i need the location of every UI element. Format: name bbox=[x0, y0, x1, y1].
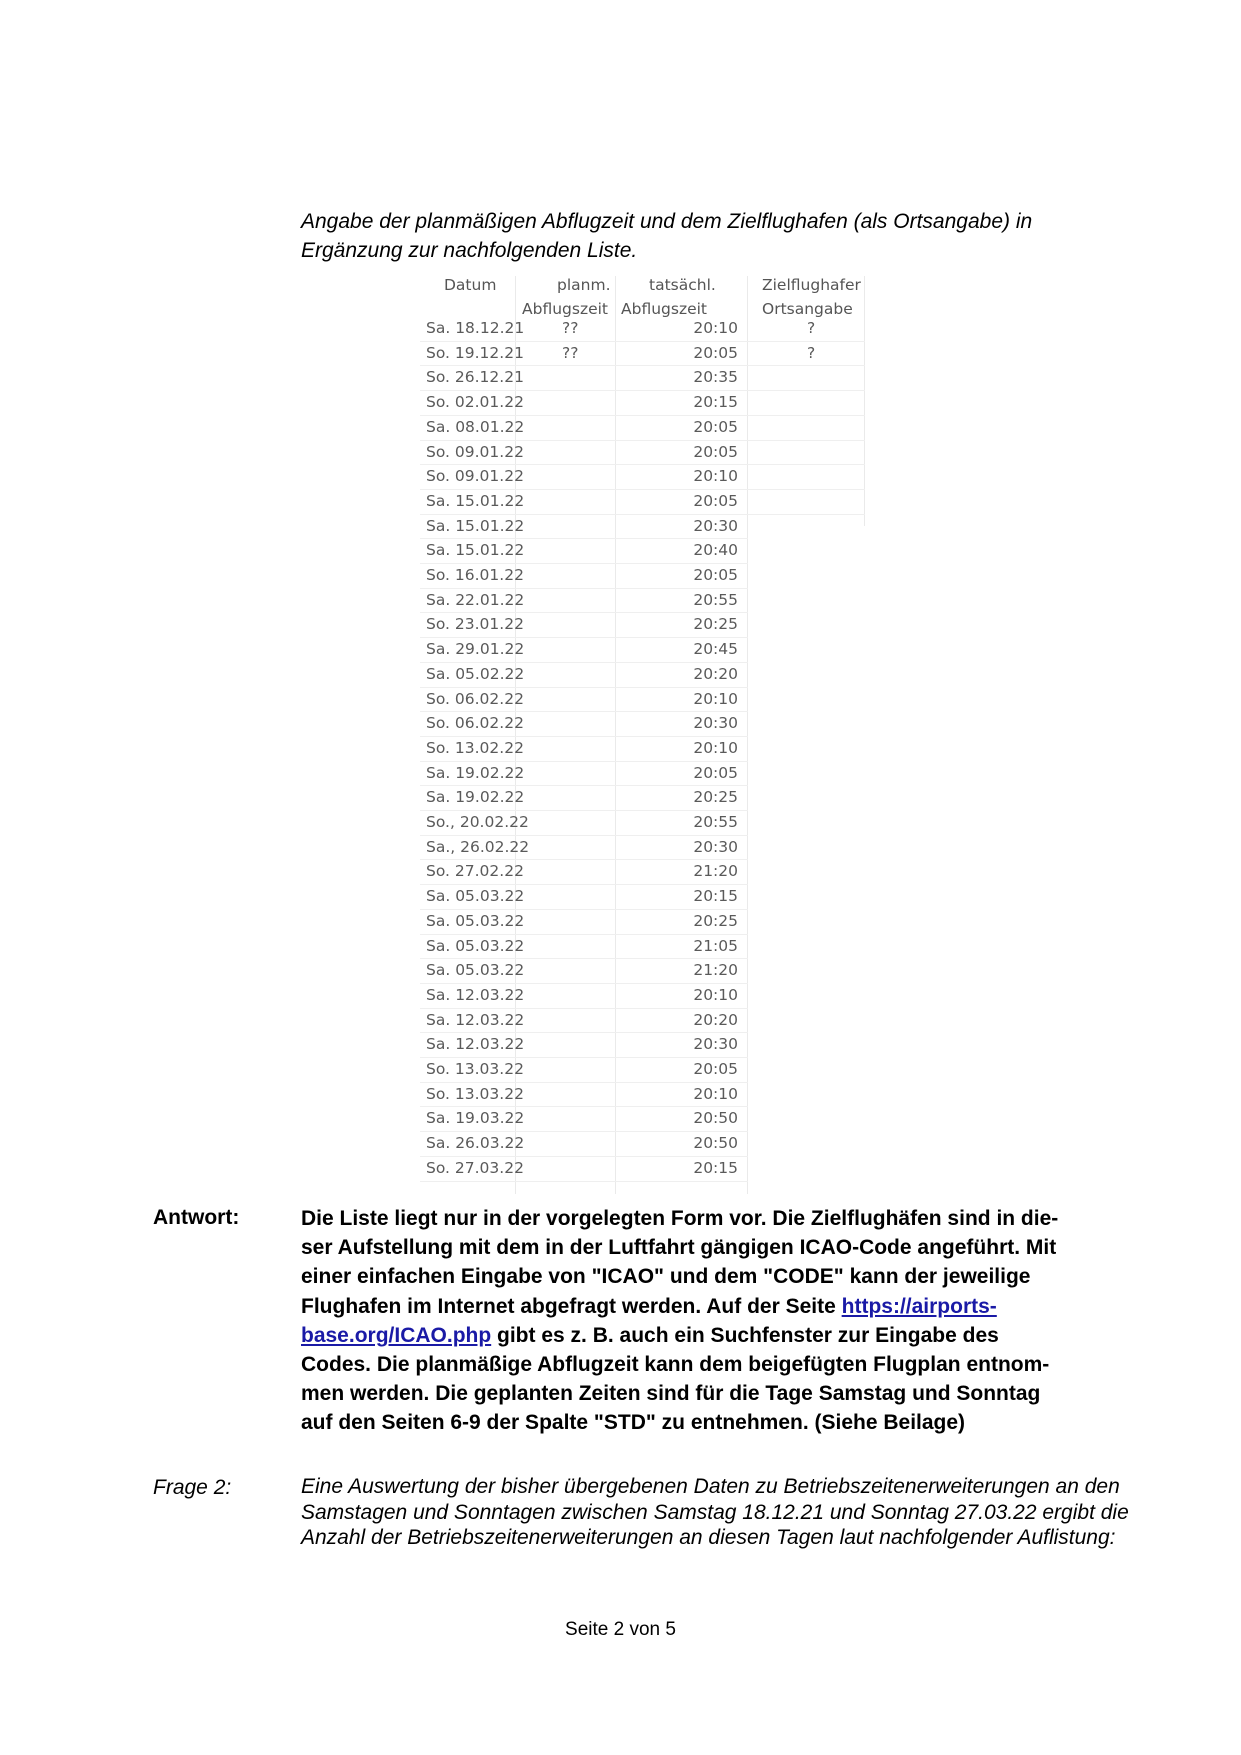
date-cell: Sa. 22.01.22 bbox=[426, 590, 525, 609]
answer-line bbox=[301, 1321, 1121, 1350]
answer-line bbox=[301, 1292, 1121, 1321]
table-row bbox=[420, 859, 865, 884]
actual-time-cell: 20:10 bbox=[693, 467, 738, 486]
header-ziel-sub: Ortsangabe bbox=[762, 300, 853, 318]
date-cell: So. 02.01.22 bbox=[426, 393, 524, 412]
answer-line: einer einfachen Eingabe von "ICAO" und dem "CODE" kann der jeweilige bbox=[301, 1265, 1031, 1289]
table-row bbox=[420, 958, 865, 983]
header-planm-sub: Abflugszeit bbox=[522, 300, 608, 318]
actual-time-cell: 20:25 bbox=[693, 788, 738, 807]
table-row bbox=[420, 612, 865, 637]
table-row bbox=[420, 1106, 865, 1131]
actual-time-cell: 21:20 bbox=[693, 961, 738, 980]
actual-time-cell: 21:20 bbox=[693, 862, 738, 881]
question-label: Frage 2: bbox=[153, 1476, 232, 1499]
question-text: Eine Auswertung der bisher übergebenen Daten zu Betriebszeitenerweiterungen an den Samstagen und Sonntagen zwischen Samstag 18.12.21 und Sonntag 27.03.22 ergibt die Anzahl der Betriebszeitenerweiterungen an diesen Tagen laut nachfolgender Auflistung: bbox=[301, 1475, 1129, 1549]
departure-table bbox=[420, 276, 865, 1194]
date-cell: So. 09.01.22 bbox=[426, 467, 524, 486]
date-cell: Sa. 19.03.22 bbox=[426, 1109, 525, 1128]
table-row bbox=[420, 588, 865, 613]
actual-time-cell: 20:50 bbox=[693, 1109, 738, 1128]
table-row bbox=[420, 365, 865, 390]
planned-time-cell: ?? bbox=[562, 319, 579, 337]
date-cell: Sa. 05.02.22 bbox=[426, 664, 525, 683]
actual-time-cell: 21:05 bbox=[693, 936, 738, 955]
date-cell: So. 13.03.22 bbox=[426, 1084, 524, 1103]
table-row bbox=[420, 1082, 865, 1107]
date-cell: Sa. 15.01.22 bbox=[426, 516, 525, 535]
date-cell: Sa. 12.03.22 bbox=[426, 985, 525, 1004]
table-row bbox=[420, 563, 865, 588]
header-tats: tatsächl. bbox=[649, 276, 716, 294]
header-datum: Datum bbox=[444, 276, 497, 294]
actual-time-cell: 20:05 bbox=[693, 763, 738, 782]
answer-line-text: Flughafen im Internet abgefragt werden. Auf der Seite bbox=[301, 1294, 842, 1318]
header-ziel: Zielflughafer bbox=[762, 276, 861, 294]
date-cell: So. 27.03.22 bbox=[426, 1158, 524, 1177]
date-cell: Sa. 29.01.22 bbox=[426, 640, 525, 659]
answer-line: auf den Seiten 6-9 der Spalte "STD" zu entnehmen. (Siehe Beilage) bbox=[301, 1411, 966, 1435]
actual-time-cell: 20:50 bbox=[693, 1134, 738, 1153]
header-planm: planm. bbox=[557, 276, 611, 294]
planned-time-cell: ?? bbox=[562, 343, 579, 362]
table-row bbox=[420, 1057, 865, 1082]
actual-time-cell: 20:20 bbox=[693, 664, 738, 683]
header-tats-sub: Abflugszeit bbox=[621, 300, 707, 318]
actual-time-cell: 20:35 bbox=[693, 368, 738, 387]
actual-time-cell: 20:15 bbox=[693, 887, 738, 906]
airports-base-link[interactable]: https://airports- bbox=[841, 1294, 997, 1318]
date-cell: So. 09.01.22 bbox=[426, 442, 524, 461]
table-row bbox=[420, 711, 865, 736]
date-cell: So. 06.02.22 bbox=[426, 689, 524, 708]
actual-time-cell: 20:15 bbox=[693, 1158, 738, 1177]
destination-cell: ? bbox=[807, 343, 816, 362]
actual-time-cell: 20:10 bbox=[693, 1084, 738, 1103]
date-cell: Sa. 08.01.22 bbox=[426, 417, 525, 436]
actual-time-cell: 20:10 bbox=[693, 319, 738, 337]
actual-time-cell: 20:55 bbox=[693, 590, 738, 609]
date-cell: Sa. 19.02.22 bbox=[426, 788, 525, 807]
actual-time-cell: 20:20 bbox=[693, 1010, 738, 1029]
table-row bbox=[420, 687, 865, 712]
airports-base-link-continued[interactable]: base.org/ICAO.php bbox=[301, 1323, 492, 1347]
actual-time-cell: 20:40 bbox=[693, 541, 738, 560]
answer-label: Antwort: bbox=[153, 1206, 240, 1229]
table-row bbox=[420, 514, 865, 539]
date-cell: Sa. 05.03.22 bbox=[426, 887, 525, 906]
table-row bbox=[420, 390, 865, 415]
table-row bbox=[420, 489, 865, 514]
actual-time-cell: 20:05 bbox=[693, 343, 738, 362]
date-cell: So. 13.03.22 bbox=[426, 1060, 524, 1078]
actual-time-cell: 20:25 bbox=[693, 911, 738, 930]
actual-time-cell: 20:10 bbox=[693, 985, 738, 1004]
date-cell: So. 16.01.22 bbox=[426, 566, 524, 584]
table-row bbox=[420, 662, 865, 687]
table-row bbox=[420, 884, 865, 909]
table-row bbox=[420, 440, 865, 465]
actual-time-cell: 20:30 bbox=[693, 714, 738, 733]
date-cell: So. 26.12.21 bbox=[426, 368, 524, 387]
table-row bbox=[420, 909, 865, 934]
table-row bbox=[420, 785, 865, 810]
date-cell: Sa. 15.01.22 bbox=[426, 541, 525, 560]
table-row bbox=[420, 1156, 865, 1181]
row-separator bbox=[420, 1181, 748, 1182]
actual-time-cell: 20:10 bbox=[693, 689, 738, 708]
table-row bbox=[420, 835, 865, 860]
table-row bbox=[420, 761, 865, 786]
table-row bbox=[420, 316, 865, 341]
actual-time-cell: 20:15 bbox=[693, 393, 738, 412]
answer-line: men werden. Die geplanten Zeiten sind für die Tage Samstag und Sonntag bbox=[301, 1382, 1041, 1406]
date-cell: So. 19.12.21 bbox=[426, 343, 524, 362]
table-row bbox=[420, 934, 865, 959]
date-cell: Sa. 05.03.22 bbox=[426, 936, 525, 955]
date-cell: So. 13.02.22 bbox=[426, 738, 524, 757]
intro-text: Angabe der planmäßigen Abflugzeit und dem Zielflughafen (als Ortsangabe) in Ergänzung zur nachfolgenden Liste. bbox=[301, 210, 1033, 262]
table-row bbox=[420, 415, 865, 440]
date-cell: Sa. 19.02.22 bbox=[426, 763, 525, 782]
table-row bbox=[420, 736, 865, 761]
date-cell: So. 23.01.22 bbox=[426, 615, 524, 634]
actual-time-cell: 20:10 bbox=[693, 738, 738, 757]
actual-time-cell: 20:45 bbox=[693, 640, 738, 659]
date-cell: So. 06.02.22 bbox=[426, 714, 524, 733]
table-row bbox=[420, 637, 865, 662]
actual-time-cell: 20:30 bbox=[693, 837, 738, 856]
answer-text bbox=[301, 1204, 1121, 1438]
answer-line: Die Liste liegt nur in der vorgelegten Form vor. Die Zielflughäfen sind in die- bbox=[301, 1207, 1059, 1230]
page-number: Seite 2 von 5 bbox=[565, 1619, 676, 1640]
table-row bbox=[420, 341, 865, 366]
date-cell: So. 27.02.22 bbox=[426, 862, 524, 881]
actual-time-cell: 20:05 bbox=[693, 1060, 738, 1078]
table-row bbox=[420, 983, 865, 1008]
table-row bbox=[420, 810, 865, 835]
date-cell: Sa. 18.12.21 bbox=[426, 319, 525, 337]
date-cell: Sa. 05.03.22 bbox=[426, 911, 525, 930]
actual-time-cell: 20:05 bbox=[693, 491, 738, 510]
table-row bbox=[420, 1008, 865, 1033]
table-row bbox=[420, 464, 865, 489]
actual-time-cell: 20:55 bbox=[693, 813, 738, 831]
answer-line-text: gibt es z. B. auch ein Suchfenster zur Eingabe des bbox=[491, 1323, 999, 1347]
actual-time-cell: 20:30 bbox=[693, 516, 738, 535]
actual-time-cell: 20:25 bbox=[693, 615, 738, 634]
date-cell: Sa., 26.02.22 bbox=[426, 837, 530, 856]
table-row bbox=[420, 1131, 865, 1156]
date-cell: Sa. 15.01.22 bbox=[426, 491, 525, 510]
date-cell: Sa. 12.03.22 bbox=[426, 1010, 525, 1029]
table-row bbox=[420, 538, 865, 563]
actual-time-cell: 20:05 bbox=[693, 566, 738, 584]
actual-time-cell: 20:05 bbox=[693, 442, 738, 461]
destination-cell: ? bbox=[807, 319, 816, 337]
actual-time-cell: 20:30 bbox=[693, 1035, 738, 1054]
date-cell: Sa. 05.03.22 bbox=[426, 961, 525, 980]
date-cell: Sa. 12.03.22 bbox=[426, 1035, 525, 1054]
answer-line: Codes. Die planmäßige Abflugzeit kann dem beigefügten Flugplan entnom- bbox=[301, 1353, 1050, 1377]
answer-line: ser Aufstellung mit dem in der Luftfahrt gängigen ICAO-Code angeführt. Mit bbox=[301, 1236, 1057, 1260]
actual-time-cell: 20:05 bbox=[693, 417, 738, 436]
date-cell: So., 20.02.22 bbox=[426, 813, 529, 831]
date-cell: Sa. 26.03.22 bbox=[426, 1134, 525, 1153]
table-row bbox=[420, 1032, 865, 1057]
